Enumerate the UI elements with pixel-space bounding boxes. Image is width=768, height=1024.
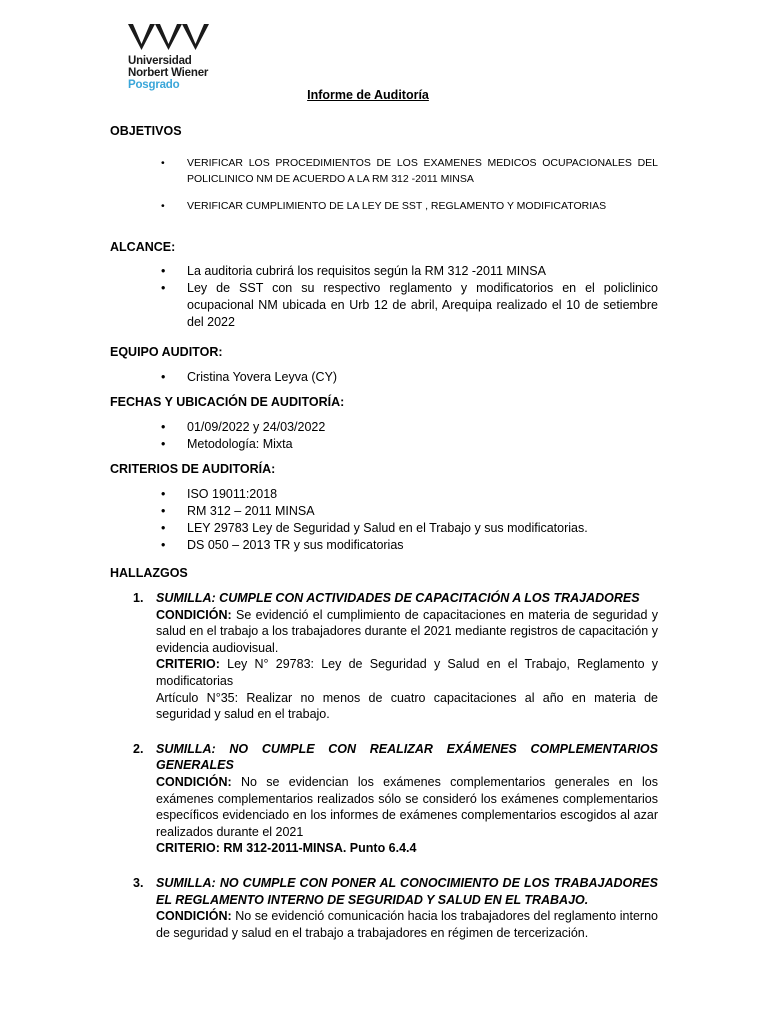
objetivos-list	[110, 155, 658, 214]
fechas-list	[110, 419, 658, 453]
condicion-text: Se evidenció el cumplimiento de capacitaciones en materia de seguridad y salud en el trabajo a los trabajadores durante el 2021 mediante registros de capacitación y evidencia audiovisual.	[156, 607, 658, 655]
criterio-item: • DS 050 – 2013 TR y sus modificatorias	[110, 537, 658, 554]
finding-criterio	[156, 656, 658, 689]
condicion-text: No se evidencian los exámenes complementarios generales en los exámenes complementarios realizados sólo se consideró los exámenes complementarios específicos evidenciado en los informes de exámenes complementarios escogidos al azar realizados durante el 2021	[156, 774, 658, 839]
criterio-item: • LEY 29783 Ley de Seguridad y Salud en el Trabajo y sus modificatorias.	[110, 520, 658, 537]
criterio-label: CRITERIO:	[156, 841, 220, 856]
university-logo	[128, 24, 238, 91]
alcance-list	[110, 263, 658, 331]
objetivos-heading: OBJETIVOS	[110, 124, 182, 138]
logo-line-1: Universidad	[128, 55, 192, 67]
finding-articulo: Artículo N°35: Realizar no menos de cuatro capacitaciones al año en materia de seguridad y salud en el trabajo.	[156, 690, 658, 722]
objetivo-item: • VERIFICAR CUMPLIMIENTO DE LA LEY DE SST , REGLAMENTO Y MODIFICATORIAS	[110, 198, 658, 214]
criterio-label: CRITERIO:	[156, 657, 220, 672]
criterios-list	[110, 486, 658, 554]
finding-condicion	[156, 774, 658, 840]
condicion-text: No se evidenció comunicación hacia los trabajadores del reglamento interno de seguridad y salud en el trabajo a trabajadores en régimen de tercerización.	[156, 909, 658, 940]
condicion-label: CONDICIÓN:	[156, 774, 232, 789]
logo-line-2: Norbert Wiener	[128, 67, 209, 79]
criterio-item: • RM 312 – 2011 MINSA	[110, 503, 658, 520]
finding-sumilla: SUMILLA: CUMPLE CON ACTIVIDADES DE CAPACITACIÓN A LOS TRAJADORES	[156, 591, 640, 605]
hallazgos-heading: HALLAZGOS	[110, 566, 188, 580]
logo-mark-icon	[128, 24, 210, 50]
criterio-text: RM 312-2011-MINSA. Punto 6.4.4	[219, 841, 417, 856]
logo-line-3: Posgrado	[128, 79, 180, 91]
finding-number: 3.	[133, 875, 144, 890]
report-body	[110, 124, 658, 941]
criterio-item: • ISO 19011:2018	[110, 486, 658, 503]
equipo-list	[110, 369, 658, 386]
condicion-label: CONDICIÓN:	[156, 909, 232, 924]
finding-3	[110, 875, 658, 941]
fechas-heading: FECHAS Y UBICACIÓN DE AUDITORÍA:	[110, 395, 345, 409]
condicion-label: CONDICIÓN:	[156, 607, 232, 622]
criterios-heading: CRITERIOS DE AUDITORÍA:	[110, 462, 276, 476]
objetivo-item: • VERIFICAR LOS PROCEDIMIENTOS DE LOS EXAMENES MEDICOS OCUPACIONALES DEL POLICLINICO NM DE ACUERDO A LA RM 312 -2011 MINSA	[110, 155, 658, 187]
finding-2	[110, 741, 658, 857]
equipo-heading: EQUIPO AUDITOR:	[110, 345, 223, 359]
report-title-wrap	[0, 88, 768, 102]
finding-number: 1.	[133, 591, 144, 605]
finding-1	[110, 590, 658, 723]
alcance-item: • La auditoria cubrirá los requisitos según la RM 312 -2011 MINSA	[110, 263, 658, 280]
alcance-heading: ALCANCE:	[110, 240, 176, 254]
report-title: Informe de Auditoría	[307, 88, 429, 102]
fechas-item: • 01/09/2022 y 24/03/2022	[110, 419, 658, 436]
findings-list	[110, 590, 658, 941]
finding-number: 2.	[133, 741, 144, 756]
criterio-text: Ley N° 29783: Ley de Seguridad y Salud en el Trabajo, Reglamento y modificatorias	[156, 657, 658, 688]
finding-sumilla: SUMILLA: NO CUMPLE CON PONER AL CONOCIMIENTO DE LOS TRABAJADORES EL REGLAMENTO INTERNO DE SEGURIDAD Y SALUD EN EL TRABAJO.	[156, 875, 658, 907]
finding-criterio	[156, 840, 658, 857]
fechas-item: • Metodología: Mixta	[110, 436, 658, 453]
finding-condicion	[156, 908, 658, 941]
finding-sumilla: SUMILLA: NO CUMPLE CON REALIZAR EXÁMENES COMPLEMENTARIOS GENERALES	[156, 741, 658, 773]
alcance-item: • Ley de SST con su respectivo reglamento y modificatorios en el policlinico ocupacional NM ubicada en Urb 12 de abril, Arequipa realizado el 10 de setiembre del 2022	[110, 280, 658, 331]
equipo-item: • Cristina Yovera Leyva (CY)	[110, 369, 658, 386]
finding-condicion	[156, 607, 658, 657]
